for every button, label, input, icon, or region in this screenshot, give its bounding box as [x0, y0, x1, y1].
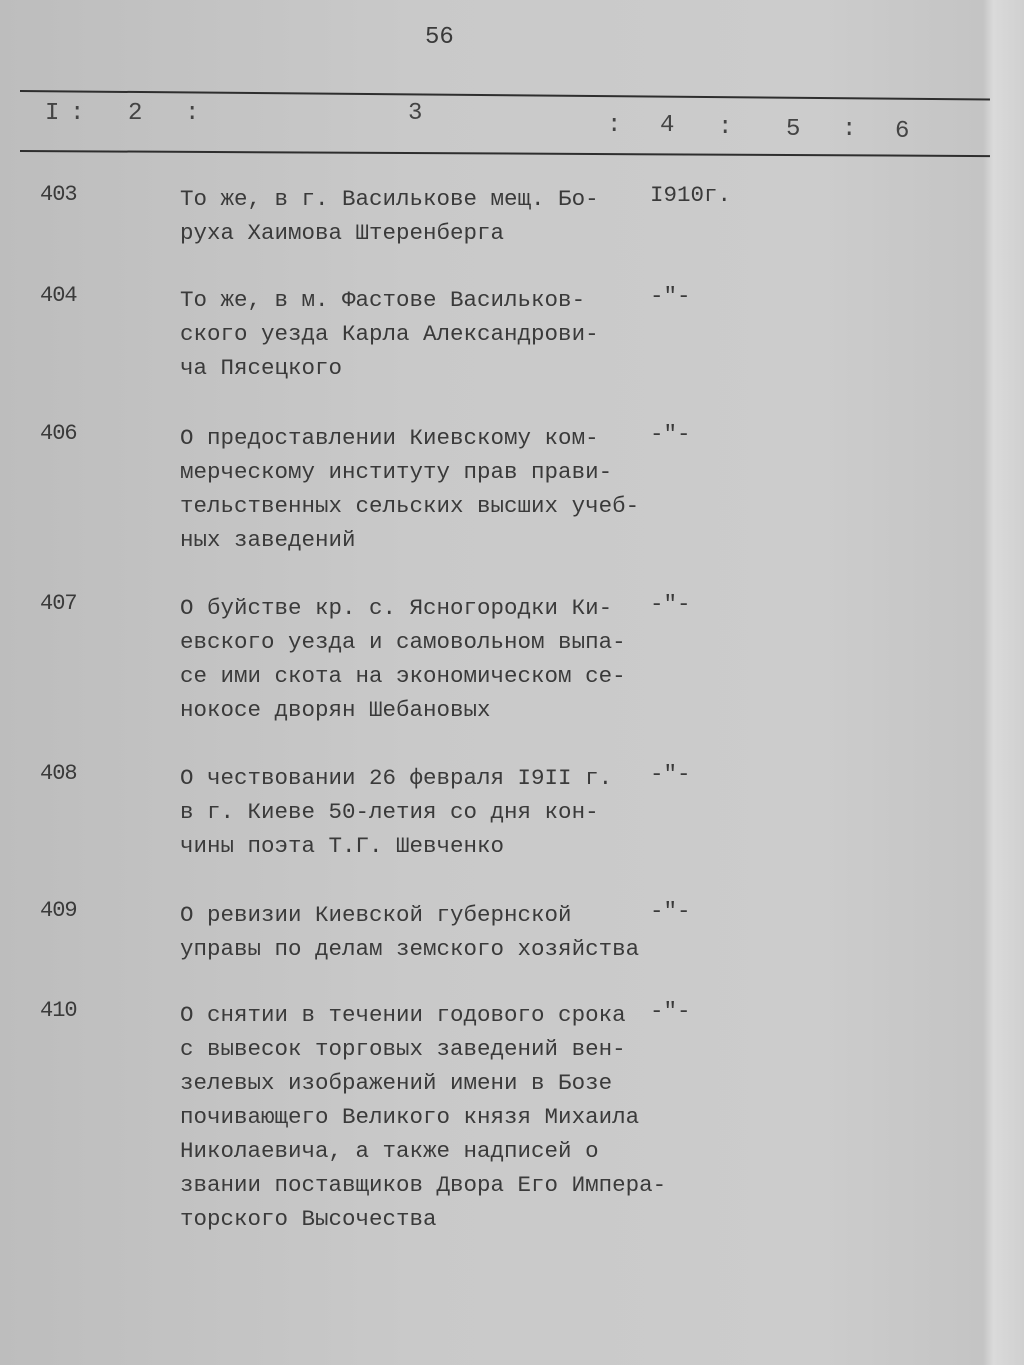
column-separator: :: [185, 100, 200, 127]
description-line: О чествовании 26 февраля I9II г.: [180, 765, 613, 791]
entry-date: -"-: [650, 898, 691, 924]
description-line: О ревизии Киевской губернской: [180, 902, 572, 928]
description-line: зелевых изображений имени в Бозе: [180, 1070, 613, 1096]
description-line: се ими скота на экономическом се-: [180, 663, 626, 689]
header-rule-top: [20, 90, 990, 100]
description-line: руха Хаимова Штеренберга: [180, 220, 505, 246]
entry-number: 407: [40, 591, 77, 616]
entry-date: -"-: [650, 591, 691, 617]
entry-date: -"-: [650, 761, 691, 787]
entry-description: [180, 182, 599, 250]
entry-number: 406: [40, 421, 77, 446]
entry-description: [180, 761, 612, 863]
description-line: нокосе дворян Шебановых: [180, 697, 491, 723]
entry-description: [180, 591, 626, 727]
column-separator: :: [718, 114, 733, 141]
column-header-3: 3: [408, 100, 423, 127]
entry-date: I910г.: [650, 182, 732, 208]
column-separator: :: [842, 116, 857, 143]
entry-date: -"-: [650, 283, 691, 309]
description-line: ча Пясецкого: [180, 355, 343, 381]
description-line: мерческому институту прав прави-: [180, 459, 613, 485]
column-header-2: 2: [128, 100, 143, 127]
column-separator: :: [607, 112, 622, 139]
description-line: То же, в г. Василькове мещ. Бо-: [180, 186, 599, 212]
description-line: ных заведений: [180, 527, 356, 553]
header-rule-bottom: [20, 150, 990, 157]
entry-date: -"-: [650, 998, 691, 1024]
description-line: с вывесок торговых заведений вен-: [180, 1036, 626, 1062]
entry-description: [180, 283, 599, 385]
description-line: ского уезда Карла Александрови-: [180, 321, 599, 347]
description-line: О снятии в течении годового срока: [180, 1002, 626, 1028]
entry-number: 408: [40, 761, 77, 786]
entry-number: 403: [40, 182, 77, 207]
entry-date: -"-: [650, 421, 691, 447]
description-line: О предоставлении Киевскому ком-: [180, 425, 599, 451]
description-line: тельственных сельских высших учеб-: [180, 493, 640, 519]
entry-description: [180, 998, 666, 1236]
column-header-1: I: [45, 100, 60, 127]
description-line: То же, в м. Фастове Васильков-: [180, 287, 586, 313]
description-line: евского уезда и самовольном выпа-: [180, 629, 626, 655]
description-line: Николаевича, а также надписей о: [180, 1138, 599, 1164]
entry-description: [180, 421, 639, 557]
entry-number: 410: [40, 998, 77, 1023]
description-line: О буйстве кр. с. Ясногородки Ки-: [180, 595, 613, 621]
column-separator: :: [70, 100, 85, 127]
page-number: 56: [425, 24, 454, 51]
description-line: управы по делам земского хозяйства: [180, 936, 640, 962]
entry-number: 404: [40, 283, 77, 308]
description-line: чины поэта Т.Г. Шевченко: [180, 833, 505, 859]
entry-number: 409: [40, 898, 77, 923]
description-line: звании поставщиков Двора Его Импера-: [180, 1172, 667, 1198]
description-line: почивающего Великого князя Михаила: [180, 1104, 640, 1130]
column-header-6: 6: [895, 118, 910, 145]
entry-description: [180, 898, 639, 966]
description-line: в г. Киеве 50-летия со дня кон-: [180, 799, 599, 825]
column-header-4: 4: [660, 112, 675, 139]
description-line: торского Высочества: [180, 1206, 437, 1232]
column-header-5: 5: [786, 116, 801, 143]
